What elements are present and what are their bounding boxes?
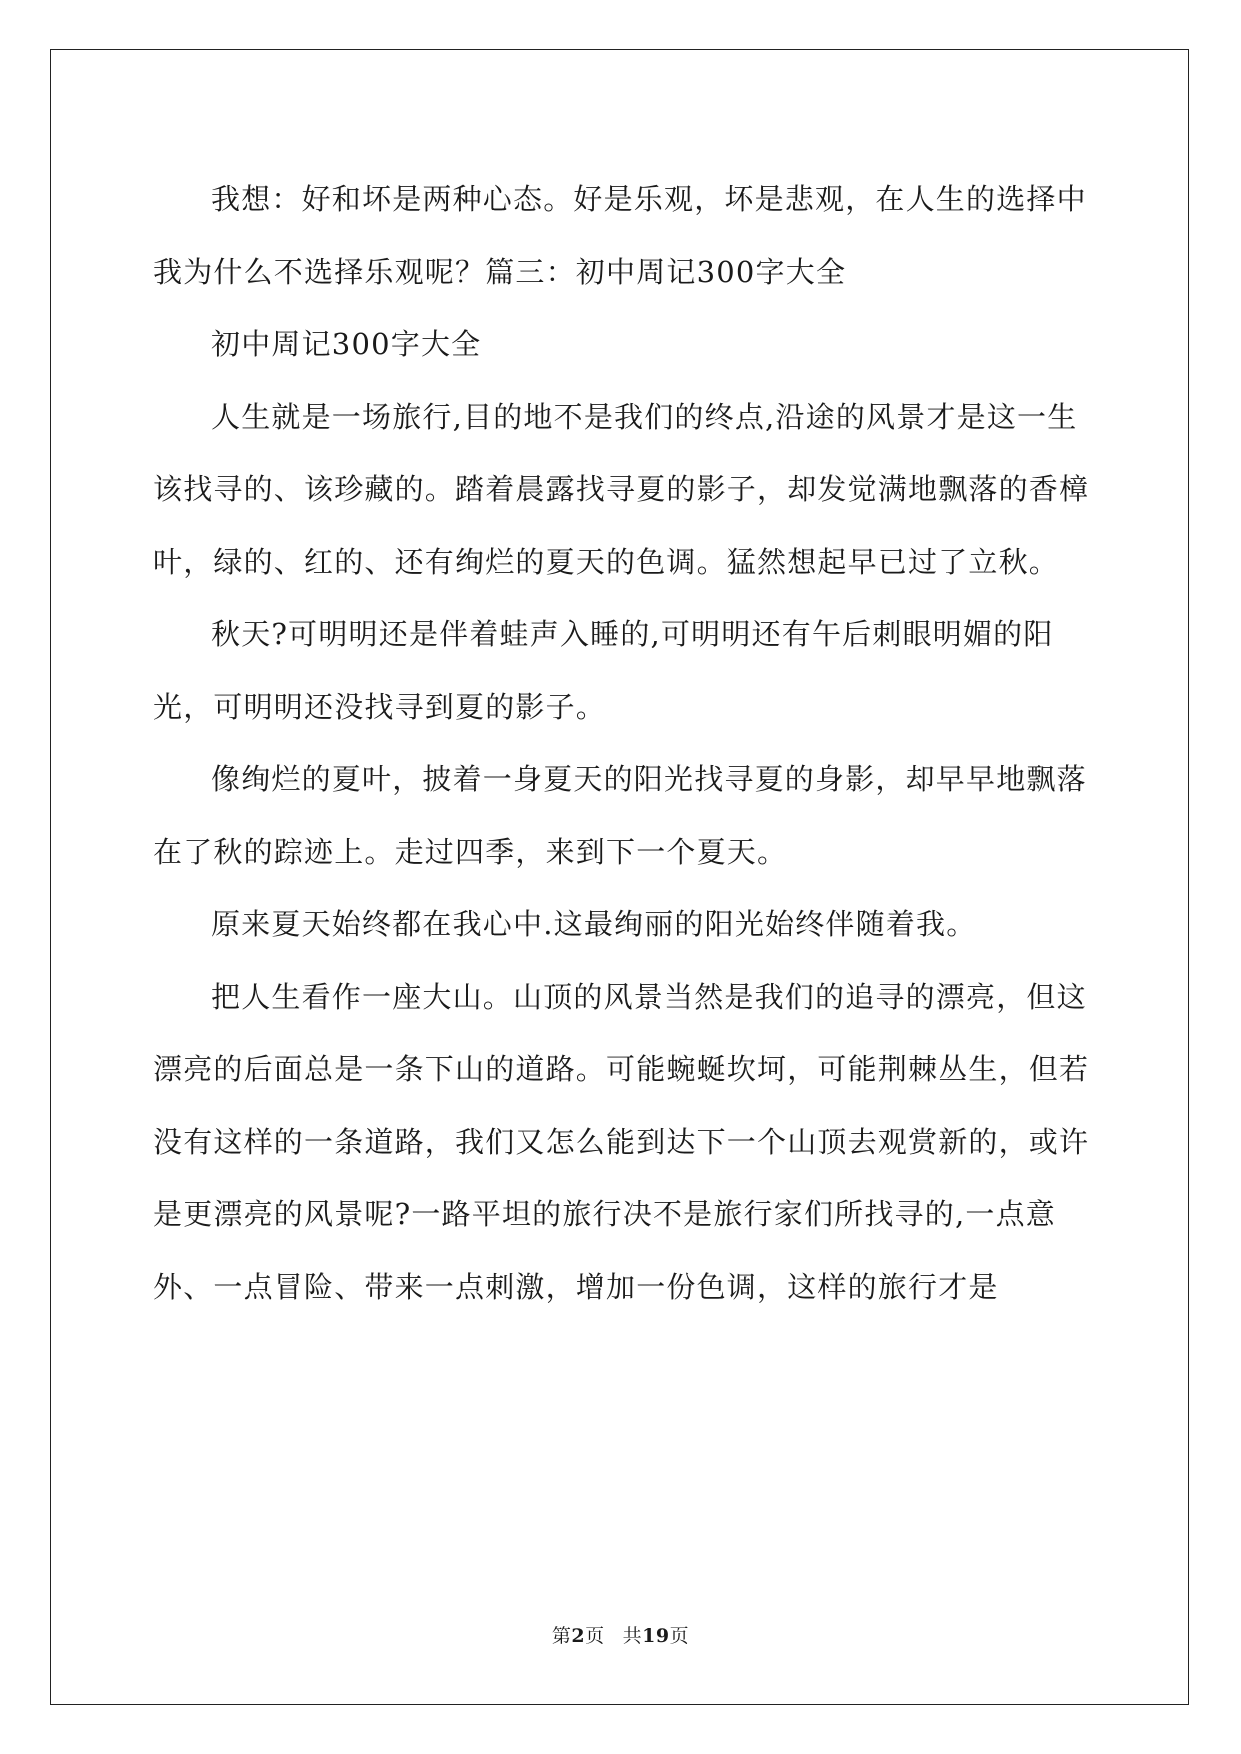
paragraph: 把人生看作一座大山。山顶的风景当然是我们的追寻的漂亮，但这漂亮的后面总是一条下山的道路。可能蜿蜒坎坷，可能荆棘丛生，但若没有这样的一条道路，我们又怎么能到达下一个山顶去观赏新的，或许是更漂亮的风景呢?一路平坦的旅行决不是旅行家们所找寻的,一点意外、一点冒险、带来一点刺激，增加一份色调，这样的旅行才是 [153, 979, 1090, 1304]
paragraph: 我想：好和坏是两种心态。好是乐观，坏是悲观，在人生的选择中我为什么不选择乐观呢？篇三：初中周记300字大全 [153, 182, 1087, 289]
paragraph: 原来夏天始终都在我心中.这最绚丽的阳光始终伴随着我。 [211, 907, 977, 941]
paragraph: 人生就是一场旅行,目的地不是我们的终点,沿途的风景才是这一生该找寻的、该珍藏的。踏着晨露找寻夏的影子，却发觉满地飘落的香樟叶，绿的、红的、还有绚烂的夏天的色调。猛然想起早已过了立秋。 [153, 399, 1090, 579]
page-total: 19 [642, 1625, 670, 1647]
page-suffix: 页 [585, 1625, 605, 1647]
page-prefix: 第 [551, 1625, 572, 1647]
total-prefix: 共 [622, 1625, 643, 1647]
page-footer [0, 1621, 1241, 1648]
document-body [153, 163, 1093, 1323]
paragraph: 像绚烂的夏叶，披着一身夏天的阳光找寻夏的身影，却早早地飘落在了秋的踪迹上。走过四季，来到下一个夏天。 [153, 762, 1087, 869]
page-current: 2 [571, 1625, 586, 1647]
total-suffix: 页 [669, 1625, 690, 1647]
paragraph: 秋天?可明明还是伴着蛙声入睡的,可明明还有午后刺眼明媚的阳光，可明明还没找寻到夏的影子。 [153, 617, 1054, 724]
section-heading: 初中周记300字大全 [211, 327, 482, 361]
